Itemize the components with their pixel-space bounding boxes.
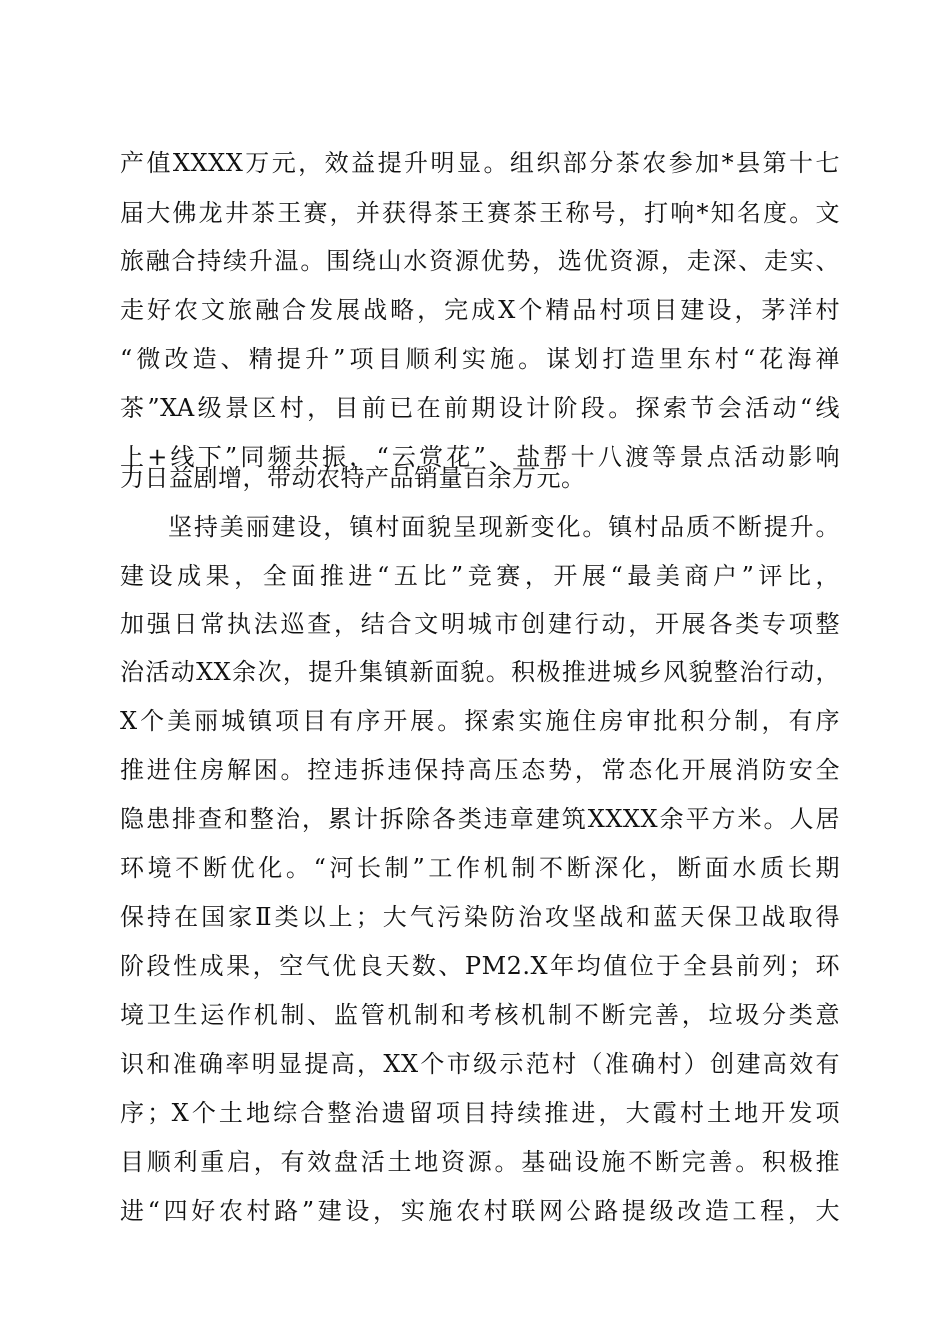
text-line: 届大佛龙井茶王赛，并获得茶王赛茶王称号，打响*知名度。文 bbox=[120, 199, 840, 227]
text-line: 推进住房解困。控违拆违保持高压态势，常态化开展消防安全 bbox=[120, 756, 840, 784]
text-line: 旅融合持续升温。围绕山水资源优势，选优资源，走深、走实、 bbox=[120, 247, 840, 275]
text-line: 隐患排查和整治，累计拆除各类违章建筑XXXX余平方米。人居 bbox=[120, 805, 840, 833]
text-line: 走好农文旅融合发展战略，完成X个精品村项目建设，茅洋村 bbox=[120, 296, 840, 324]
text-line: 环境不断优化。“河长制”工作机制不断深化，断面水质长期 bbox=[120, 854, 840, 882]
text-line: 序；X个土地综合整治遗留项目持续推进，大霞村土地开发项 bbox=[120, 1099, 840, 1127]
text-line: 境卫生运作机制、监管机制和考核机制不断完善，垃圾分类意 bbox=[120, 1001, 840, 1029]
text-line: 力日益剧增，带动农特产品销量百余万元。 bbox=[120, 464, 586, 492]
text-line: 目顺利重启，有效盘活土地资源。基础设施不断完善。积极推 bbox=[120, 1148, 840, 1176]
text-line: 建设成果，全面推进“五比”竞赛，开展“最美商户”评比， bbox=[120, 562, 840, 590]
text-line: 保持在国家Ⅱ类以上；大气污染防治攻坚战和蓝天保卫战取得 bbox=[120, 903, 840, 931]
text-line: 阶段性成果，空气优良天数、PM2.X年均值位于全县前列；环 bbox=[120, 952, 840, 980]
text-line: X个美丽城镇项目有序开展。探索实施住房审批积分制，有序 bbox=[120, 707, 840, 735]
text-line: 加强日常执法巡查，结合文明城市创建行动，开展各类专项整 bbox=[120, 610, 840, 638]
paragraph-first-line: 坚持美丽建设，镇村面貌呈现新变化。镇村品质不断提升。 bbox=[168, 513, 840, 541]
text-line: 上+线下”同频共振，“云赏花”、盐帮十八渡等景点活动影响 bbox=[120, 443, 840, 471]
text-line: “微改造、精提升”项目顺利实施。谋划打造里东村“花海禅 bbox=[120, 345, 840, 373]
text-line: 治活动XX余次，提升集镇新面貌。积极推进城乡风貌整治行动， bbox=[120, 658, 840, 686]
text-line: 识和准确率明显提高，XX个市级示范村（准确村）创建高效有 bbox=[120, 1050, 840, 1078]
text-line: 茶”XA级景区村，目前已在前期设计阶段。探索节会活动“线 bbox=[120, 394, 840, 422]
text-line: 产值XXXX万元，效益提升明显。组织部分茶农参加*县第十七 bbox=[120, 149, 840, 177]
text-line: 进“四好农村路”建设，实施农村联网公路提级改造工程，大 bbox=[120, 1197, 840, 1225]
